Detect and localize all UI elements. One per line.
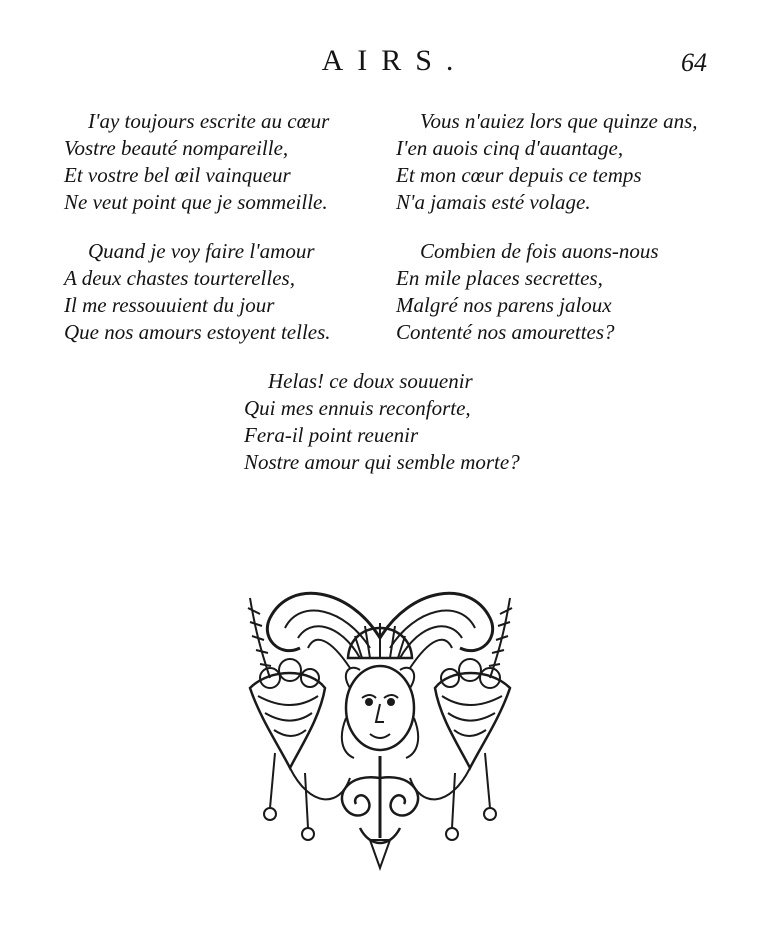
verse-line: Vous n'auiez lors que quinze ans,: [420, 109, 698, 133]
verse-line: En mile places secrettes,: [396, 266, 603, 290]
ornament-svg: [230, 578, 530, 874]
page-header: [0, 44, 779, 84]
verse-line: Vostre beauté nompareille,: [64, 136, 289, 160]
verse-line: N'a jamais esté volage.: [396, 190, 591, 214]
verse-line: Il me ressouuient du jour: [64, 293, 275, 317]
stanza-2: [396, 108, 698, 216]
verse-line: Que nos amours estoyent telles.: [64, 320, 331, 344]
stanza-5: [244, 368, 520, 476]
stanza-4: [396, 238, 659, 346]
verse-line: Malgré nos parens jaloux: [396, 293, 612, 317]
verse-line: Fera-il point reuenir: [244, 423, 419, 447]
verse-line: I'en auois cinq d'auantage,: [396, 136, 624, 160]
page-number: 64: [681, 48, 707, 77]
verse-line: Quand je voy faire l'amour: [88, 239, 315, 263]
running-title: AIRS.: [321, 44, 468, 77]
verse-line: Combien de fois auons-nous: [420, 239, 659, 263]
stanza-1: [64, 108, 329, 216]
verse-line: Et vostre bel œil vainqueur: [64, 163, 291, 187]
stanza-3: [64, 238, 331, 346]
verse-line: I'ay toujours escrite au cœur: [88, 109, 330, 133]
verse-line: Qui mes ennuis reconforte,: [244, 396, 471, 420]
cul-de-lampe-mask-ornament-icon: [230, 578, 530, 874]
verse-line: Nostre amour qui semble morte?: [244, 450, 520, 474]
verse-line: Et mon cœur depuis ce temps: [396, 163, 642, 187]
verse-line: Contenté nos amourettes?: [396, 320, 615, 344]
verse-line: Ne veut point que je sommeille.: [64, 190, 328, 214]
verse-line: Helas! ce doux souuenir: [268, 369, 473, 393]
verse-line: A deux chastes tourterelles,: [64, 266, 295, 290]
